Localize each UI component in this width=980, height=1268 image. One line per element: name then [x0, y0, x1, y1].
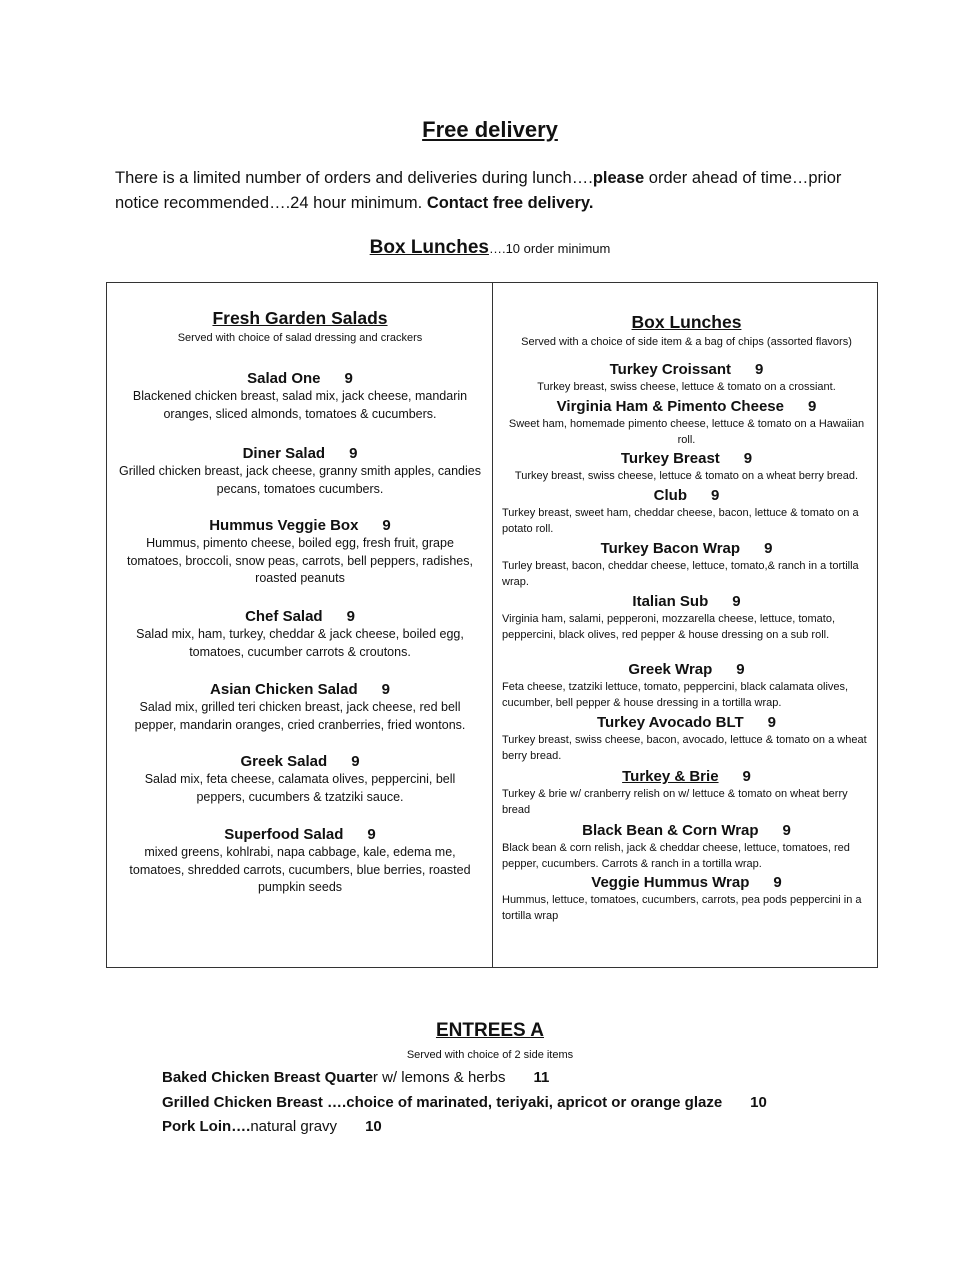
box-lunch-item-name: [500, 822, 873, 840]
entree-item-name: Pork Loin….: [162, 1118, 251, 1135]
box-lunch-item-title: Veggie Hummus Wrap: [591, 874, 750, 891]
box-lunch-item-description: Turkey breast, swiss cheese, lettuce & tomato on a wheat berry bread.: [514, 470, 859, 482]
intro-paragraph: [115, 166, 875, 216]
salad-item-price: 9: [349, 445, 358, 462]
box-lunch-item-description: Virginia ham, salami, pepperoni, mozzarella cheese, lettuce, tomato, peppercini, black olives, red pepper & house dressing on a sub roll.: [502, 613, 836, 641]
salad-item-name: [119, 607, 481, 626]
salad-item: [119, 607, 481, 661]
box-lunch-item-title: Greek Wrap: [628, 661, 713, 678]
box-lunch-item-name: [500, 661, 873, 679]
box-lunch-item-name: [500, 398, 873, 416]
box-lunch-item-price: 9: [782, 822, 791, 839]
box-lunch-item-description: Turkey breast, swiss cheese, bacon, avocado, lettuce & tomato on a wheat berry bread.: [502, 734, 867, 762]
box-lunch-item-title: Black Bean & Corn Wrap: [582, 822, 759, 839]
box-lunch-item-price: 9: [755, 361, 764, 378]
salad-item: [119, 369, 481, 423]
salad-item-name: [119, 825, 481, 844]
box-lunches-subtitle: Served with a choice of side item & a bag of chips (assorted flavors): [521, 336, 852, 348]
salad-item-name: [119, 444, 481, 463]
box-lunch-item-name: [500, 487, 873, 505]
salad-item-name: [119, 752, 481, 771]
box-lunch-item-title: Italian Sub: [632, 593, 709, 610]
salad-item-name: [119, 369, 481, 388]
box-lunch-item-price: 9: [773, 874, 782, 891]
box-lunch-item-name: [500, 540, 873, 558]
intro-text-2: order ahead of time…prior notice recommended….24 hour minimum.: [115, 169, 842, 212]
box-lunch-item-price: 9: [710, 487, 720, 504]
box-lunch-item: [500, 768, 873, 818]
intro-emphasis-please: please: [592, 169, 645, 187]
box-lunch-item-price: 9: [767, 714, 777, 731]
box-lunch-item-name: [500, 450, 873, 468]
box-lunch-item-description: Turkey breast, swiss cheese, lettuce & tomato on a crossiant.: [537, 381, 836, 393]
box-lunches-heading-note: ….10 order minimum: [488, 241, 611, 256]
box-lunch-item: [500, 487, 873, 537]
salad-item: [119, 516, 481, 588]
intro-emphasis-contact: Contact free delivery.: [426, 194, 594, 212]
box-lunch-item: [500, 450, 873, 484]
salad-item-price: 9: [346, 608, 355, 625]
salad-item-title: Diner Salad: [242, 445, 326, 462]
box-lunch-item-description: Hummus, lettuce, tomatoes, cucumbers, carrots, pea pods peppercini in a tortilla wrap: [502, 894, 862, 922]
box-lunches-title: Box Lunches: [631, 312, 742, 332]
salad-item-description: Salad mix, ham, turkey, cheddar & jack cheese, boiled egg, tomatoes, cucumber carrots & croutons.: [136, 627, 464, 659]
salad-item-description: Blackened chicken breast, salad mix, jack cheese, mandarin oranges, sliced almonds, tomatoes & cucumbers.: [132, 389, 468, 421]
box-lunch-item-description: Turley breast, bacon, cheddar cheese, lettuce, tomato,& ranch in a tortilla wrap.: [502, 560, 859, 588]
box-lunches-heading-main: Box Lunches: [369, 237, 489, 258]
box-lunch-item: [500, 661, 873, 711]
salad-item-price: 9: [367, 826, 376, 843]
box-lunch-item-title: Turkey Bacon Wrap: [600, 540, 741, 557]
box-lunch-item-description: Feta cheese, tzatziki lettuce, tomato, peppercini, black calamata olives, cucumber, bell pepper & house dressing in a tortilla wrap.: [502, 681, 849, 709]
entree-item-price: 11: [533, 1069, 550, 1086]
box-lunch-item-description: Black bean & corn relish, jack & cheddar cheese, lettuce, tomatoes, red pepper, cucumbers. Carrots & ranch in a tortilla wrap.: [502, 842, 850, 870]
box-lunch-item: [500, 361, 873, 395]
column-divider: [492, 282, 493, 968]
box-lunch-item-title: Turkey & Brie: [622, 768, 719, 785]
box-lunch-item-name: [500, 874, 873, 892]
salad-item-name: [119, 680, 481, 699]
entree-item-detail: r w/ lemons & herbs: [372, 1069, 506, 1086]
salads-subtitle: Served with choice of salad dressing and crackers: [177, 332, 423, 344]
salad-item-title: Superfood Salad: [224, 826, 344, 843]
box-lunch-item: [500, 398, 873, 448]
entree-item: [162, 1069, 549, 1086]
salad-item-price: 9: [382, 517, 391, 534]
box-lunch-item-price: 9: [807, 398, 817, 415]
salad-item-title: Chef Salad: [245, 608, 323, 625]
entree-item-price: 10: [750, 1094, 767, 1111]
entree-item-price: 10: [365, 1118, 382, 1135]
box-lunch-item-price: 9: [742, 768, 751, 785]
salad-item-description: Hummus, pimento cheese, boiled egg, fresh fruit, grape tomatoes, broccoli, snow peas, carrots, bell peppers, radishes, roasted peanuts: [126, 536, 473, 585]
salad-item: [119, 825, 481, 897]
entree-item-name: Grilled Chicken Breast ….choice of marinated, teriyaki, apricot or orange glaze: [162, 1094, 723, 1111]
box-lunch-item-title: Turkey Avocado BLT: [596, 714, 744, 731]
salad-item-name: [119, 516, 481, 535]
salad-item: [119, 752, 481, 806]
salad-item-title: Asian Chicken Salad: [210, 681, 358, 698]
box-lunch-item: [500, 593, 873, 643]
box-lunch-item-price: 9: [732, 593, 741, 610]
box-lunch-item: [500, 822, 873, 872]
box-lunch-item-title: Virginia Ham & Pimento Cheese: [556, 398, 784, 415]
salad-item: [119, 680, 481, 734]
salad-item-description: mixed greens, kohlrabi, napa cabbage, kale, edema me, tomatoes, shredded carrots, cucumbers, blue berries, roasted pumpkin seeds: [129, 845, 471, 894]
box-lunch-item-description: Turkey breast, sweet ham, cheddar cheese, bacon, lettuce & tomato on a potato roll.: [502, 507, 859, 535]
salad-item-price: 9: [351, 753, 360, 770]
box-lunch-item-price: 9: [764, 540, 773, 557]
box-lunch-item-name: [500, 593, 873, 611]
entree-item-name: Baked Chicken Breast Quarte: [162, 1069, 373, 1086]
entree-item-detail: natural gravy: [250, 1118, 338, 1135]
salad-item-title: Hummus Veggie Box: [209, 517, 359, 534]
box-lunch-item: [500, 874, 873, 924]
box-lunch-item-title: Turkey Breast: [620, 450, 720, 467]
page-title: Free delivery: [422, 117, 558, 142]
box-lunch-item-description: Turkey & brie w/ cranberry relish on w/ lettuce & tomato on wheat berry bread: [502, 788, 848, 816]
salad-item-description: Grilled chicken breast, jack cheese, granny smith apples, candies pecans, tomatoes cucumbers.: [119, 464, 481, 496]
entrees-title: ENTREES A: [435, 1020, 545, 1041]
salad-item-price: 9: [344, 370, 353, 387]
box-lunch-item-name: [500, 361, 873, 379]
entrees-subtitle: Served with choice of 2 side items: [406, 1049, 574, 1061]
box-lunch-item-name: [500, 768, 873, 786]
box-lunch-item-price: 9: [743, 450, 753, 467]
box-lunch-item-price: 9: [736, 661, 745, 678]
box-lunch-item-title: Club: [653, 487, 687, 504]
salad-item-description: Salad mix, grilled teri chicken breast, jack cheese, red bell pepper, mandarin oranges, cried cranberries, fried wontons.: [134, 700, 466, 732]
box-lunch-item-title: Turkey Croissant: [609, 361, 732, 378]
intro-text-1: There is a limited number of orders and deliveries during lunch….: [115, 169, 593, 187]
salad-item: [119, 444, 481, 498]
box-lunch-item: [500, 540, 873, 590]
salad-item-title: Salad One: [247, 370, 321, 387]
entree-item: [162, 1118, 382, 1135]
box-lunch-item: [500, 714, 873, 764]
salad-item-price: 9: [381, 681, 390, 698]
box-lunch-item-name: [500, 714, 873, 732]
entree-item: [162, 1094, 767, 1111]
salad-item-description: Salad mix, feta cheese, calamata olives, peppercini, bell peppers, cucumbers & tzatziki sauce.: [144, 772, 456, 804]
box-lunches-heading: [0, 237, 980, 259]
salad-item-title: Greek Salad: [240, 753, 328, 770]
salads-title: Fresh Garden Salads: [212, 308, 388, 328]
box-lunch-item-description: Sweet ham, homemade pimento cheese, lettuce & tomato on a Hawaiian roll.: [508, 418, 865, 446]
